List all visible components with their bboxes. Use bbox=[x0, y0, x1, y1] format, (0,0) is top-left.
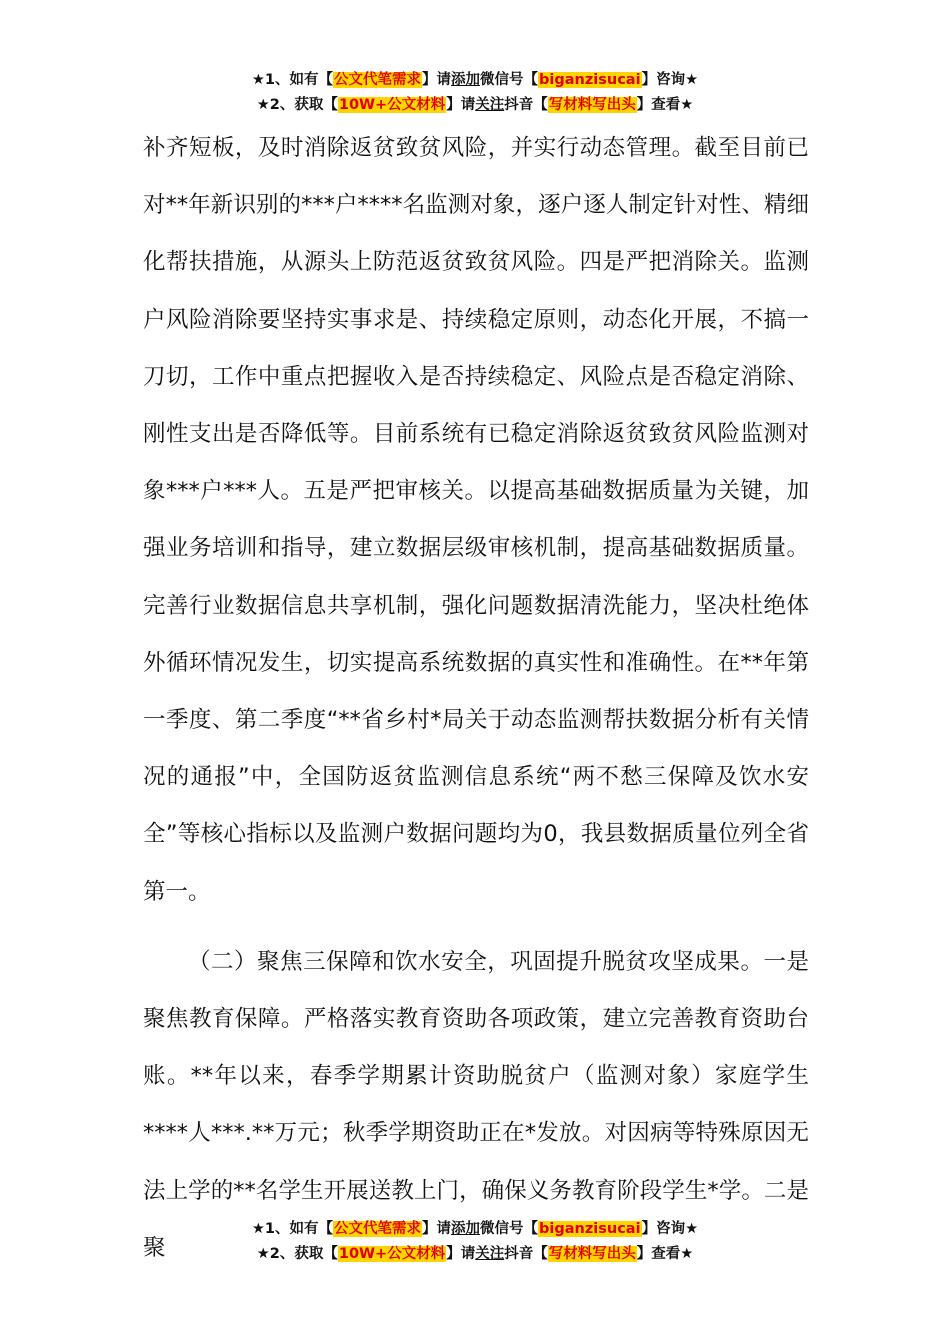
banner-text: 】查看★ bbox=[636, 1246, 694, 1262]
banner-text: ★1、如有【 bbox=[251, 1221, 334, 1237]
highlight-douyin: 写材料写出头 bbox=[548, 97, 636, 113]
banner-line-1 bbox=[0, 1217, 950, 1242]
banner-text: 抖音【 bbox=[504, 97, 548, 113]
underlined-text: 添加 bbox=[451, 72, 481, 88]
body-paragraph: （二）聚焦三保障和饮水安全，巩固提升脱贫攻坚成果。一是聚焦教育保障。严格落实教育资助各项政策，建立完善教育资助台账。**年以来，春季学期累计资助脱贫户（监测对象）家庭学生****人***.**万元；秋季学期资助正在*发放。对因病等特殊原因无法上学的**名学生开展送教上门，确保义务教育阶段学生*学。二是聚 bbox=[143, 948, 809, 1261]
banner-text: 】请 bbox=[446, 97, 476, 113]
banner-line-1 bbox=[0, 68, 950, 93]
underlined-text: 添加 bbox=[451, 1221, 481, 1237]
highlight-service: 公文代笔需求 bbox=[334, 72, 422, 88]
highlight-materials: 10W+公文材料 bbox=[338, 97, 446, 113]
banner-text: 】咨询★ bbox=[641, 72, 699, 88]
highlight-service: 公文代笔需求 bbox=[334, 1221, 422, 1237]
banner-line-2 bbox=[0, 93, 950, 118]
banner-text: 微信号【 bbox=[480, 1221, 539, 1237]
banner-text: 】请 bbox=[422, 72, 452, 88]
body-paragraph: 补齐短板，及时消除返贫致贫风险，并实行动态管理。截至目前已对**年新识别的***户****名监测对象，逐户逐人制定针对性、精细化帮扶措施，从源头上防范返贫致贫风险。四是严把消除关。监测户风险消除要坚持实事求是、持续稳定原则，动态化开展，不搞一刀切，工作中重点把握收入是否持续稳定、风险点是否稳定消除、刚性支出是否降低等。目前系统有已稳定消除返贫致贫风险监测对象***户***人。五是严把审核关。以提高基础数据质量为关键，加强业务培训和指导，建立数据层级审核机制，提高基础数据质量。完善行业数据信息共享机制，强化问题数据清洗能力，坚决杜绝体外循环情况发生，切实提高系统数据的真实性和准确性。在**年第一季度、第二季度“**省乡村*局关于动态监测帮扶数据分析有关情况的通报”中，全国防返贫监测信息系统“两不愁三保障及饮水安全”等核心指标以及监测户数据问题均为0，我县数据质量位列全省第一。 bbox=[143, 135, 809, 905]
banner-text: 】查看★ bbox=[636, 97, 694, 113]
banner-text: 抖音【 bbox=[504, 1246, 548, 1262]
highlight-wechat-id: biganzisucai bbox=[539, 72, 641, 88]
underlined-text: 关注 bbox=[475, 97, 505, 113]
banner-text: 】请 bbox=[422, 1221, 452, 1237]
highlight-materials: 10W+公文材料 bbox=[338, 1246, 446, 1262]
banner-text: ★2、获取【 bbox=[256, 97, 338, 113]
banner-text: 】咨询★ bbox=[641, 1221, 699, 1237]
document-body bbox=[143, 120, 809, 1277]
banner-text: ★1、如有【 bbox=[251, 72, 334, 88]
underlined-text: 关注 bbox=[475, 1246, 505, 1262]
highlight-douyin: 写材料写出头 bbox=[548, 1246, 636, 1262]
banner-line-2 bbox=[0, 1242, 950, 1267]
footer-banner bbox=[0, 1217, 950, 1267]
banner-text: 】请 bbox=[446, 1246, 476, 1262]
banner-text: ★2、获取【 bbox=[256, 1246, 338, 1262]
banner-text: 微信号【 bbox=[480, 72, 539, 88]
header-banner bbox=[0, 68, 950, 118]
highlight-wechat-id: biganzisucai bbox=[539, 1221, 641, 1237]
